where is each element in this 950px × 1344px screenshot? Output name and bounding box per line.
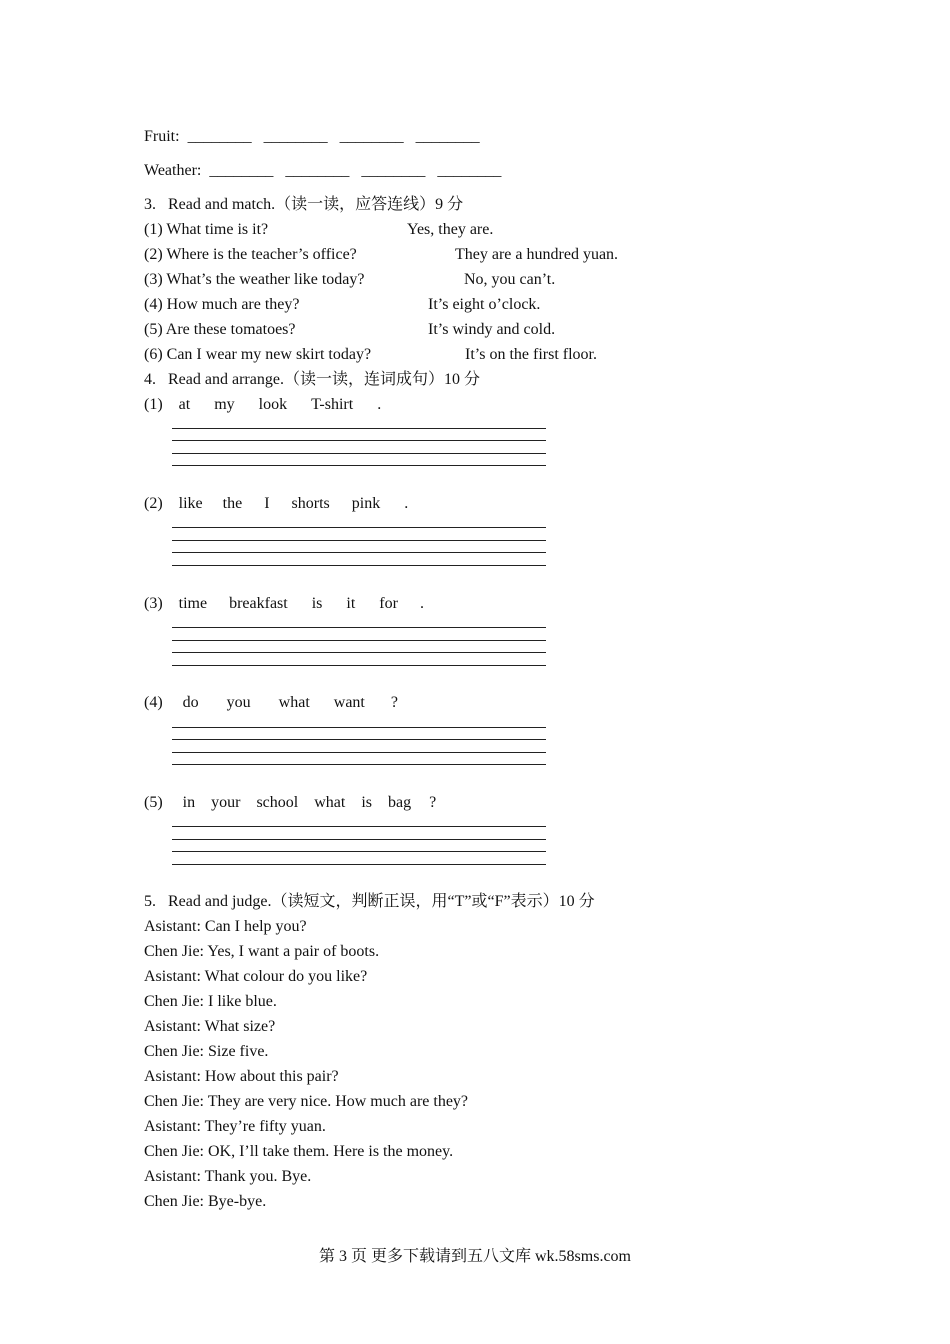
arrange-word: is: [361, 794, 372, 811]
dialogue-line: Chen Jie: Size five.: [144, 1043, 269, 1060]
arrange-word: school: [256, 794, 299, 811]
match-answer: Yes, they are.: [407, 221, 494, 238]
match-question: (1) What time is it?: [144, 221, 269, 238]
dialogue-line: Chen Jie: I like blue.: [144, 993, 277, 1010]
match-answer: They are a hundred yuan.: [455, 246, 619, 263]
arrange-word: the: [222, 495, 243, 512]
dialogue-line: Chen Jie: Bye-bye.: [144, 1193, 267, 1210]
arrange-word: do: [182, 694, 199, 711]
arrange-word: pink: [351, 495, 381, 512]
arrange-word: your: [211, 794, 241, 811]
arrange-item: [144, 693, 398, 713]
arrange-word: .: [377, 396, 382, 413]
match-answer: It’s windy and cold.: [428, 321, 556, 338]
match-question: (3) What’s the weather like today?: [144, 271, 365, 288]
writing-line[interactable]: [172, 552, 546, 553]
dialogue-line: Asistant: How about this pair?: [144, 1068, 339, 1085]
arrange-number: (4): [144, 694, 163, 711]
arrange-word: I: [264, 495, 270, 512]
arrange-word: in: [182, 794, 196, 811]
writing-line[interactable]: [172, 527, 546, 528]
writing-line[interactable]: [172, 851, 546, 852]
match-answer: It’s on the first floor.: [465, 346, 597, 363]
section4-heading: 4. Read and arrange.（读一读，连词成句）10 分: [144, 371, 480, 388]
match-question: (5) Are these tomatoes?: [144, 321, 296, 338]
writing-line[interactable]: [172, 739, 546, 740]
writing-line[interactable]: [172, 752, 546, 753]
dialogue-line: Asistant: What size?: [144, 1018, 276, 1035]
weather-label: Weather:: [144, 162, 202, 179]
weather-blank[interactable]: ________: [209, 162, 274, 179]
writing-line[interactable]: [172, 727, 546, 728]
match-question: (6) Can I wear my new skirt today?: [144, 346, 372, 363]
arrange-word: breakfast: [229, 595, 288, 612]
arrange-word: like: [178, 495, 203, 512]
match-question: (2) Where is the teacher’s office?: [144, 246, 357, 263]
weather-blank[interactable]: ________: [437, 162, 502, 179]
arrange-item: [144, 395, 381, 415]
arrange-word: T-shirt: [311, 396, 354, 413]
arrange-word: my: [214, 396, 235, 413]
writing-line[interactable]: [172, 826, 546, 827]
fruit-row: [144, 127, 488, 147]
arrange-word: ?: [429, 794, 437, 811]
fruit-blank[interactable]: ________: [263, 128, 328, 145]
arrange-item: [144, 793, 436, 813]
arrange-word: .: [419, 595, 424, 612]
arrange-word: .: [404, 495, 409, 512]
section5-heading: 5. Read and judge.（读短文，判断正误，用“T”或“F”表示）10 分: [144, 893, 595, 910]
match-question: (4) How much are they?: [144, 296, 300, 313]
writing-line[interactable]: [172, 640, 546, 641]
arrange-word: for: [379, 595, 398, 612]
section3-heading: 3. Read and match.（读一读，应答连线）9 分: [144, 196, 464, 213]
fruit-blank[interactable]: ________: [339, 128, 404, 145]
arrange-word: it: [346, 595, 356, 612]
writing-line[interactable]: [172, 764, 546, 765]
writing-line[interactable]: [172, 428, 546, 429]
arrange-word: ?: [390, 694, 398, 711]
dialogue-line: Asistant: Thank you. Bye.: [144, 1168, 312, 1185]
weather-row: [144, 161, 509, 181]
arrange-number: (1): [144, 396, 163, 413]
weather-blank[interactable]: ________: [361, 162, 426, 179]
writing-line[interactable]: [172, 665, 546, 666]
arrange-item: [144, 494, 408, 514]
page-footer: 第 3 页 更多下载请到五八文库 wk.58sms.com: [318, 1248, 631, 1265]
writing-line[interactable]: [172, 627, 546, 628]
dialogue-line: Asistant: Can I help you?: [144, 918, 307, 935]
arrange-word: is: [311, 595, 323, 612]
arrange-number: (5): [144, 794, 163, 811]
arrange-word: want: [333, 694, 365, 711]
arrange-word: at: [178, 396, 191, 413]
fruit-blank[interactable]: ________: [415, 128, 480, 145]
dialogue-line: Chen Jie: OK, I’ll take them. Here is the money.: [144, 1143, 454, 1160]
arrange-word: what: [314, 794, 346, 811]
dialogue-line: Asistant: What colour do you like?: [144, 968, 368, 985]
arrange-word: shorts: [291, 495, 330, 512]
dialogue-line: Chen Jie: They are very nice. How much are they?: [144, 1093, 469, 1110]
fruit-blank[interactable]: ________: [187, 128, 252, 145]
writing-line[interactable]: [172, 440, 546, 441]
arrange-word: you: [226, 694, 251, 711]
match-answer: No, you can’t.: [464, 271, 556, 288]
weather-blank[interactable]: ________: [285, 162, 350, 179]
arrange-word: look: [258, 396, 288, 413]
writing-line[interactable]: [172, 652, 546, 653]
arrange-number: (3): [144, 595, 163, 612]
writing-line[interactable]: [172, 565, 546, 566]
dialogue-line: Chen Jie: Yes, I want a pair of boots.: [144, 943, 380, 960]
arrange-word: what: [278, 694, 310, 711]
writing-line[interactable]: [172, 864, 546, 865]
writing-line[interactable]: [172, 540, 546, 541]
writing-line[interactable]: [172, 839, 546, 840]
arrange-item: [144, 594, 424, 614]
arrange-word: bag: [388, 794, 412, 811]
writing-line[interactable]: [172, 465, 546, 466]
writing-line[interactable]: [172, 453, 546, 454]
arrange-word: time: [178, 595, 208, 612]
arrange-number: (2): [144, 495, 163, 512]
dialogue-line: Asistant: They’re fifty yuan.: [144, 1118, 326, 1135]
fruit-label: Fruit:: [144, 128, 180, 145]
match-answer: It’s eight o’clock.: [428, 296, 541, 313]
